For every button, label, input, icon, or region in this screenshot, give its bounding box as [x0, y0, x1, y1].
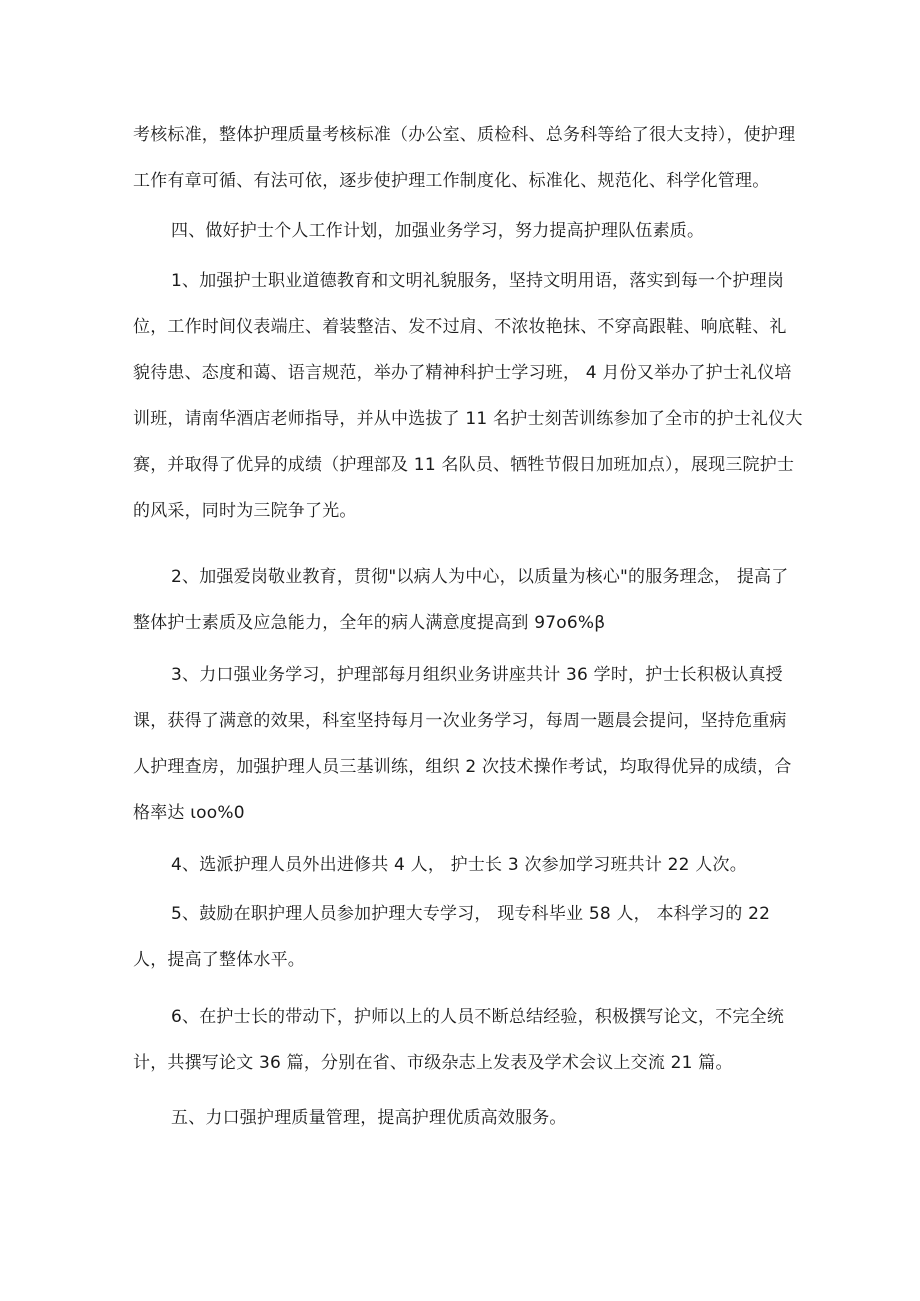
paragraph-item-2: 2、加强爱岗敬业教育，贯彻"以病人为中心，以质量为核心"的服务理念， 提高了整体护士素质及应急能力，全年的病人满意度提高到 97o6%β: [133, 567, 789, 633]
paragraph-evaluation-standard: 考核标准，整体护理质量考核标准（办公室、质检科、总务科等给了很大支持），使护理工作有章可循、有法可依，逐步使护理工作制度化、标准化、规范化、科学化管理。: [133, 125, 796, 191]
paragraph-item-5: 5、鼓励在职护理人员参加护理大专学习， 现专科毕业 58 人， 本科学习的 22 人，提高了整体水平。: [133, 904, 771, 970]
paragraph-item-1: 1、加强护士职业道德教育和文明礼貌服务，坚持文明用语，落实到每一个护理岗位，工作时间仪表端庄、着装整洁、发不过肩、不浓妆艳抹、不穿高跟鞋、响底鞋、礼貌待患、态度和蔼、语言规范，举办了精神科护士学习班， 4 月份又举办了护士礼仪培训班，请南华酒店老师指导，并从中选拔了 11 名护士刻苦训练参加了全市的护士礼仪大赛，并取得了优异的成绩（护理部及 11 名队员、牺牲节假日加班加点），展现三院护士的风采，同时为三院争了光。: [133, 271, 803, 521]
section-four-heading: 四、做好护士个人工作计划，加强业务学习，努力提高护理队伍素质。: [171, 221, 705, 241]
paragraph-item-6: 6、在护士长的带动下，护师以上的人员不断总结经验，积极撰写论文，不完全统计，共撰写论文 36 篇，分别在省、市级杂志上发表及学术会议上交流 21 篇。: [133, 1007, 785, 1073]
section-five-heading: 五、力口强护理质量管理，提高护理优质高效服务。: [171, 1108, 567, 1128]
paragraph-item-4: 4、选派护理人员外出进修共 4 人， 护士长 3 次参加学习班共计 22 人次。: [171, 855, 747, 875]
paragraph-item-3: 3、力口强业务学习，护理部每月组织业务讲座共计 36 学时，护士长积极认真授课，获得了满意的效果，科室坚持每月一次业务学习，每周一题晨会提问，坚持危重病人护理查房，加强护理人员三基训练，组织 2 次技术操作考试，均取得优异的成绩，合格率达 ιoo%0: [133, 665, 792, 823]
